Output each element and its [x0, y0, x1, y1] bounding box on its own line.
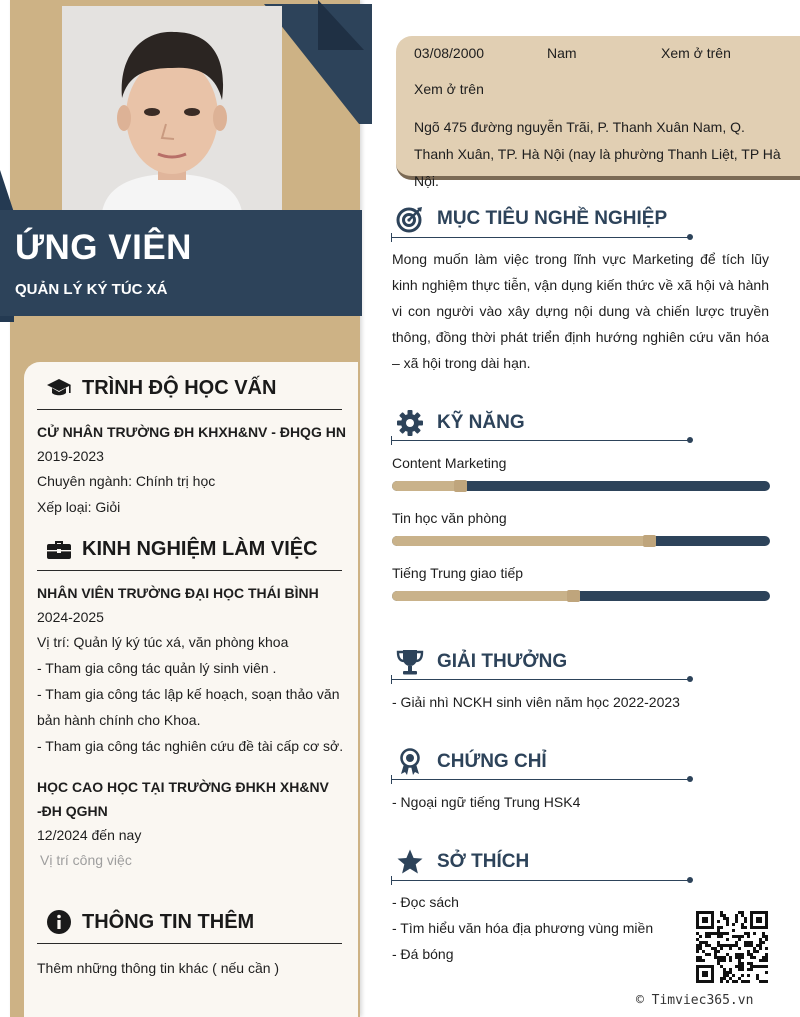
job2-period: 12/2024 đến nay: [37, 827, 142, 843]
qr-module: [735, 980, 738, 983]
qr-module: [738, 959, 741, 962]
objective-heading: MỤC TIÊU NGHỀ NGHIỆP: [437, 208, 668, 229]
extra-section-header: [46, 909, 254, 935]
certificates-section-header: [396, 748, 547, 776]
qr-module: [750, 953, 753, 956]
qr-module: [726, 920, 729, 923]
hobby-item: - Đá bóng: [392, 946, 454, 962]
qr-module: [762, 959, 765, 962]
qr-module: [747, 974, 750, 977]
qr-module: [720, 959, 723, 962]
qr-module: [717, 959, 720, 962]
objective-text: Mong muốn làm việc trong lĩnh vực Marketing để tích lũy kinh nghiệm thực tiễn, vận dụng kiến thức về xã hội và hành vi con người vào xây dựng nội dung và chiến lược truyền thông, đồng thời phát triển định hướng nghiên cứu văn hóa – xã hội trong dài hạn.: [392, 251, 769, 371]
qr-module: [741, 953, 744, 956]
qr-module: [717, 932, 720, 935]
qr-module: [750, 944, 753, 947]
gear-icon: [396, 409, 424, 437]
qr-module: [720, 965, 723, 968]
qr-module: [750, 962, 753, 965]
hobbies-heading: SỞ THÍCH: [437, 851, 530, 872]
briefcase-icon: [46, 536, 72, 562]
experience-section-header: [46, 536, 318, 562]
qr-module: [741, 965, 744, 968]
qr-module: [759, 938, 762, 941]
qr-module: [750, 965, 753, 968]
qr-module: [708, 932, 711, 935]
qr-module: [729, 959, 732, 962]
education-divider: [37, 409, 342, 410]
qr-module: [726, 932, 729, 935]
qr-module: [762, 980, 765, 983]
qr-module: [735, 917, 738, 920]
copyright-text: © Timviec365.vn: [636, 993, 754, 1008]
info-icon: [46, 909, 72, 935]
job1-duty: - Tham gia công tác lập kế hoạch, soạn thảo văn: [37, 686, 340, 702]
qr-module: [738, 947, 741, 950]
objective-section-header: [396, 205, 667, 233]
qr-module: [702, 941, 705, 944]
qr-module: [765, 980, 768, 983]
qr-module: [741, 935, 744, 938]
qr-module: [702, 959, 705, 962]
job-title: QUẢN LÝ KÝ TÚC XÁ: [15, 281, 168, 298]
qr-module: [723, 944, 726, 947]
qr-module: [708, 935, 711, 938]
qr-module: [720, 977, 723, 980]
skills-divider: [392, 440, 690, 441]
job1-duty: - Tham gia công tác quản lý sinh viên .: [37, 660, 277, 676]
qr-module: [696, 938, 699, 941]
skills-heading: KỸ NĂNG: [437, 412, 525, 433]
qr-module: [765, 956, 768, 959]
qr-module: [753, 947, 756, 950]
qr-module: [759, 980, 762, 983]
skill-name: Content Marketing: [392, 455, 507, 471]
date-of-birth: 03/08/2000: [414, 45, 485, 61]
job1-duty: - Tham gia công tác nghiên cứu đề tài cấp cơ sở.: [37, 738, 344, 754]
qr-module: [726, 923, 729, 926]
qr-module: [747, 941, 750, 944]
qr-module: [732, 974, 735, 977]
qr-module: [741, 914, 744, 917]
job2-position: Vị trí công việc: [40, 852, 132, 868]
qr-module: [717, 941, 720, 944]
job2-company: HỌC CAO HỌC TẠI TRƯỜNG ĐHKH XH&NV: [37, 779, 329, 795]
qr-module: [726, 917, 729, 920]
qr-module: [732, 980, 735, 983]
qr-module: [723, 974, 726, 977]
qr-module: [732, 935, 735, 938]
qr-module: [750, 956, 753, 959]
qr-module: [717, 956, 720, 959]
awards-heading: GIẢI THƯỞNG: [437, 651, 568, 672]
qr-module: [756, 950, 759, 953]
qr-module: [738, 962, 741, 965]
qr-module: [720, 944, 723, 947]
qr-module: [744, 941, 747, 944]
target-icon: [396, 205, 424, 233]
gender: Nam: [547, 45, 577, 61]
qr-module: [744, 917, 747, 920]
qr-module: [732, 929, 735, 932]
qr-module: [714, 947, 717, 950]
qr-module: [738, 953, 741, 956]
qr-module: [765, 971, 768, 974]
qr-module: [720, 911, 723, 914]
qr-module: [738, 977, 741, 980]
qr-module: [729, 956, 732, 959]
qr-module: [762, 932, 765, 935]
education-heading: TRÌNH ĐỘ HỌC VẤN: [82, 376, 277, 399]
qr-module: [723, 917, 726, 920]
skill-bar-fill: [392, 481, 460, 491]
qr-module: [729, 968, 732, 971]
qr-module: [699, 947, 702, 950]
qr-module: [765, 935, 768, 938]
hobbies-divider: [392, 880, 690, 881]
qr-module: [765, 938, 768, 941]
skill-name: Tin học văn phòng: [392, 510, 507, 526]
qr-module: [735, 953, 738, 956]
qr-module: [717, 950, 720, 953]
qr-module: [738, 956, 741, 959]
skill-bar-knob: [454, 480, 467, 492]
qr-module: [699, 956, 702, 959]
qr-module: [741, 974, 744, 977]
qr-module: [753, 965, 756, 968]
qr-module: [747, 968, 750, 971]
skill-bar: [392, 481, 770, 491]
qr-module: [711, 932, 714, 935]
qr-module: [723, 932, 726, 935]
qr-module: [726, 980, 729, 983]
certificates-divider: [392, 779, 690, 780]
qr-module: [714, 932, 717, 935]
qr-module: [744, 944, 747, 947]
qr-module: [759, 941, 762, 944]
qr-module: [696, 932, 699, 935]
qr-module: [738, 965, 741, 968]
qr-module: [765, 965, 768, 968]
education-major: Chuyên ngành: Chính trị học: [37, 473, 216, 489]
trophy-icon: [396, 648, 424, 676]
experience-divider: [37, 570, 342, 571]
qr-module: [735, 944, 738, 947]
awards-section-header: [396, 648, 567, 676]
qr-module: [759, 944, 762, 947]
qr-module: [699, 944, 702, 947]
qr-module: [717, 962, 720, 965]
qr-module: [705, 953, 708, 956]
qr-module: [723, 956, 726, 959]
qr-module: [750, 941, 753, 944]
qr-module: [705, 944, 708, 947]
qr-module: [723, 971, 726, 974]
qr-module: [720, 926, 723, 929]
qr-module: [753, 932, 756, 935]
skill-bar-knob: [643, 535, 656, 547]
qr-module: [696, 950, 699, 953]
qr-module: [759, 947, 762, 950]
qr-module: [747, 935, 750, 938]
qr-module: [714, 950, 717, 953]
education-section-header: [46, 375, 276, 401]
extra-heading: THÔNG TIN THÊM: [82, 910, 255, 933]
qr-module: [708, 944, 711, 947]
qr-module: [696, 959, 699, 962]
skill-bar: [392, 536, 770, 546]
qr-module: [744, 920, 747, 923]
qr-module: [747, 944, 750, 947]
extra-divider: [37, 943, 342, 944]
star-icon: [396, 848, 424, 876]
experience-heading: KINH NGHIỆM LÀM VIỆC: [82, 537, 318, 560]
skill-bar-fill: [392, 591, 573, 601]
qr-module: [747, 980, 750, 983]
qr-module: [741, 911, 744, 914]
qr-module: [744, 980, 747, 983]
qr-module: [726, 974, 729, 977]
qr-module: [735, 920, 738, 923]
phone: Xem ở trên: [661, 45, 731, 61]
qr-module: [756, 974, 759, 977]
skill-bar-knob: [567, 590, 580, 602]
qr-module: [741, 962, 744, 965]
objective-divider: [392, 237, 690, 238]
qr-module: [741, 980, 744, 983]
qr-module: [696, 947, 699, 950]
qr-module: [759, 965, 762, 968]
qr-module: [735, 914, 738, 917]
qr-module: [726, 938, 729, 941]
qr-module: [735, 935, 738, 938]
qr-module: [744, 926, 747, 929]
qr-module: [738, 935, 741, 938]
qr-module: [723, 959, 726, 962]
qr-module: [717, 935, 720, 938]
qr-module: [732, 944, 735, 947]
qr-module: [738, 938, 741, 941]
certificate-item: - Ngoại ngữ tiếng Trung HSK4: [392, 794, 581, 810]
qr-module: [720, 980, 723, 983]
qr-module: [741, 968, 744, 971]
qr-module: [756, 977, 759, 980]
education-grade: Xếp loại: Giỏi: [37, 499, 121, 515]
qr-module: [720, 935, 723, 938]
qr-module: [729, 947, 732, 950]
job1-company: NHÂN VIÊN TRƯỜNG ĐẠI HỌC THÁI BÌNH: [37, 585, 319, 601]
qr-module: [705, 941, 708, 944]
qr-module: [726, 953, 729, 956]
qr-module: [696, 956, 699, 959]
certificates-heading: CHỨNG CHỈ: [437, 751, 547, 772]
qr-module: [726, 971, 729, 974]
qr-module: [705, 935, 708, 938]
qr-module: [726, 944, 729, 947]
extra-text: Thêm những thông tin khác ( nếu cần ): [37, 960, 280, 976]
qr-module: [720, 956, 723, 959]
medal-icon: [396, 748, 424, 776]
qr-module: [720, 947, 723, 950]
hobbies-section-header: [396, 848, 529, 876]
qr-module: [765, 953, 768, 956]
skills-section-header: [396, 409, 525, 437]
qr-module: [753, 956, 756, 959]
qr-module: [699, 959, 702, 962]
qr-module: [756, 944, 759, 947]
graduation-cap-icon: [46, 375, 72, 401]
address: Ngõ 475 đường nguyễn Trãi, P. Thanh Xuân Nam, Q. Thanh Xuân, TP. Hà Nội (nay là phường Thanh Liệt, TP Hà Nội.: [414, 119, 781, 189]
qr-module: [717, 944, 720, 947]
qr-module: [720, 914, 723, 917]
qr-module: [723, 914, 726, 917]
qr-module: [762, 956, 765, 959]
qr-module: [717, 920, 720, 923]
qr-module: [762, 965, 765, 968]
qr-module: [762, 935, 765, 938]
qr-module: [723, 968, 726, 971]
skill-name: Tiếng Trung giao tiếp: [392, 565, 524, 581]
qr-module: [711, 947, 714, 950]
job1-period: 2024-2025: [37, 609, 104, 625]
qr-module: [699, 941, 702, 944]
qr-module: [741, 956, 744, 959]
qr-module: [729, 944, 732, 947]
qr-module: [735, 956, 738, 959]
qr-module: [744, 932, 747, 935]
qr-module: [735, 965, 738, 968]
qr-module: [717, 929, 720, 932]
qr-module: [732, 923, 735, 926]
qr-module: [705, 932, 708, 935]
qr-module: [696, 944, 699, 947]
email: Xem ở trên: [414, 81, 484, 97]
qr-module: [750, 968, 753, 971]
qr-module: [753, 950, 756, 953]
job1-position: Vị trí: Quản lý ký túc xá, văn phòng khoa: [37, 634, 289, 650]
qr-module: [729, 971, 732, 974]
candidate-name: ỨNG VIÊN: [15, 228, 192, 267]
qr-module: [699, 935, 702, 938]
education-period: 2019-2023: [37, 448, 104, 464]
qr-module: [747, 950, 750, 953]
skill-bar-fill: [392, 536, 649, 546]
hobby-item: - Đọc sách: [392, 894, 459, 910]
qr-module: [747, 962, 750, 965]
award-item: - Giải nhì NCKH sinh viên năm học 2022-2023: [392, 694, 680, 710]
skill-bar: [392, 591, 770, 601]
awards-divider: [392, 679, 690, 680]
hobby-item: - Tìm hiểu văn hóa địa phương vùng miền: [392, 920, 654, 936]
qr-module: [756, 965, 759, 968]
qr-module: [738, 911, 741, 914]
qr-module: [741, 923, 744, 926]
qr-module: [759, 959, 762, 962]
qr-module: [723, 977, 726, 980]
profile-photo: [62, 6, 282, 212]
qr-module: [765, 947, 768, 950]
job1-duty: bản hành chính cho Khoa.: [37, 712, 201, 728]
qr-module: [720, 932, 723, 935]
qr-module: [762, 941, 765, 944]
qr-module: [747, 932, 750, 935]
education-school: CỬ NHÂN TRƯỜNG ĐH KHXH&NV - ĐHQG HN: [37, 424, 346, 440]
qr-module: [738, 968, 741, 971]
qr-module: [741, 926, 744, 929]
qr-module: [729, 977, 732, 980]
qr-code[interactable]: [696, 911, 768, 983]
qr-module: [765, 959, 768, 962]
qr-module: [708, 953, 711, 956]
qr-module: [717, 926, 720, 929]
qr-module: [702, 950, 705, 953]
qr-module: [714, 953, 717, 956]
job2-company: -ĐH QGHN: [37, 803, 108, 819]
qr-module: [714, 956, 717, 959]
qr-module: [747, 953, 750, 956]
qr-module: [735, 941, 738, 944]
